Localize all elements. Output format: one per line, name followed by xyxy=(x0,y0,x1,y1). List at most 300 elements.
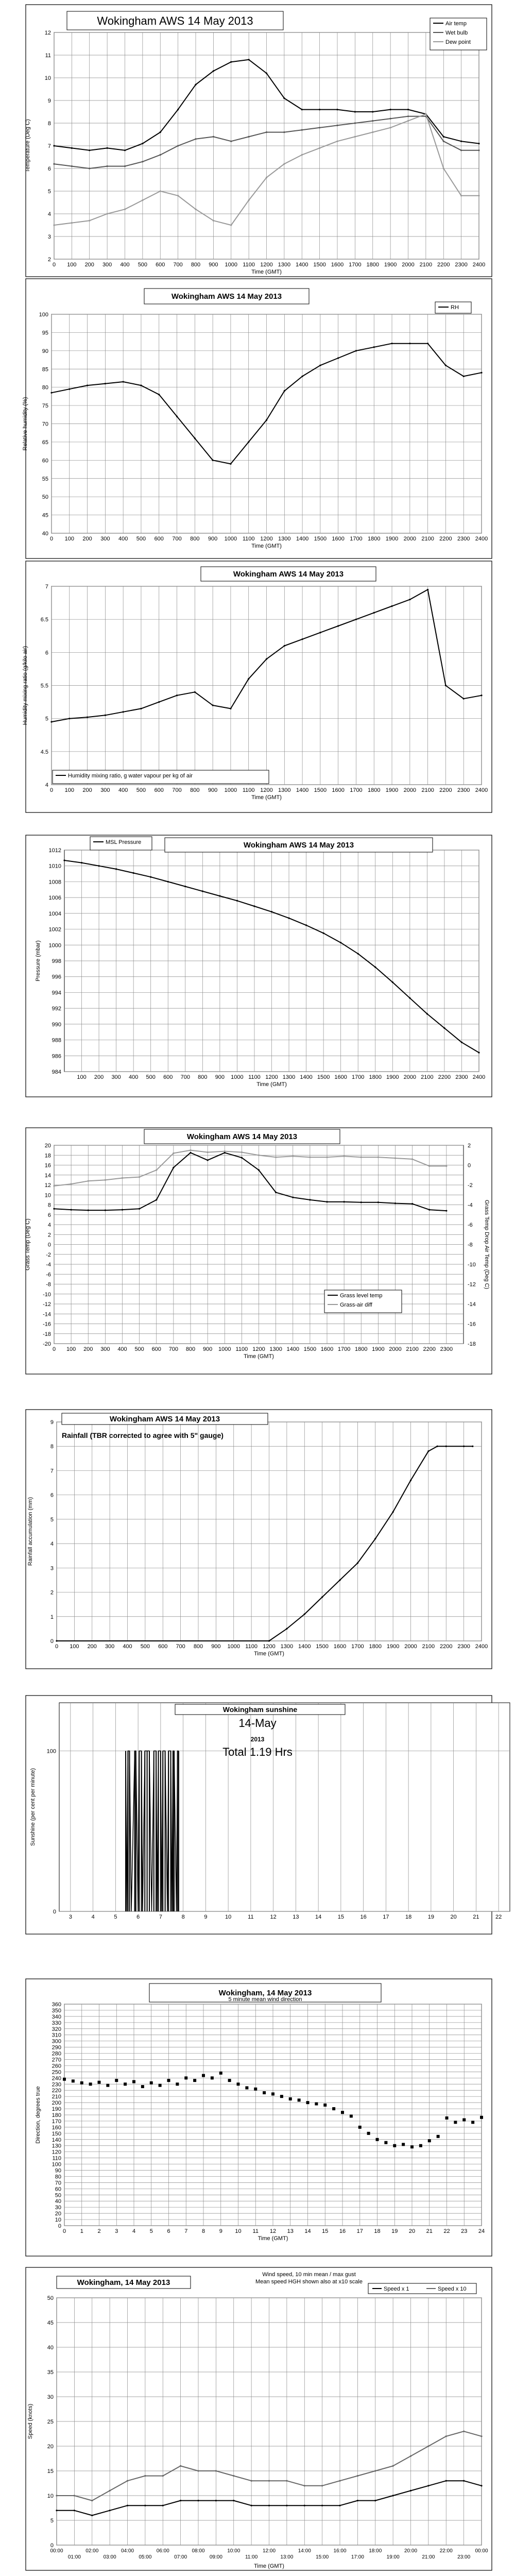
data-point xyxy=(266,658,267,660)
x-tick-label: 2 xyxy=(97,2228,101,2234)
data-point xyxy=(109,2510,111,2511)
x-tick-label: 600 xyxy=(154,536,164,542)
x-tick-label: 1700 xyxy=(349,262,362,268)
data-point xyxy=(443,1027,445,1029)
x-tick-label: 6 xyxy=(136,1914,140,1920)
data-point xyxy=(142,161,143,162)
data-point xyxy=(87,717,88,718)
data-point xyxy=(144,2505,146,2506)
chart-title: Wokingham, 14 May 2013 xyxy=(218,1989,312,1997)
chart-title: Wokingham AWS 14 May 2013 xyxy=(171,292,282,301)
y-tick-label: 50 xyxy=(47,2295,54,2301)
chart-svg-8 xyxy=(0,1978,515,2257)
y-tick-label: -14 xyxy=(43,1311,51,1318)
data-point xyxy=(280,2095,283,2098)
data-point xyxy=(184,2076,187,2079)
data-point xyxy=(319,147,320,149)
legend xyxy=(430,18,487,50)
y-tick-label: 0 xyxy=(50,1638,54,1645)
data-point xyxy=(167,881,169,883)
x-tick-label: 900 xyxy=(202,1346,213,1352)
y-tick-label: 45 xyxy=(47,2320,54,2326)
y-tick-label: 160 xyxy=(52,2124,61,2131)
y-tick-label: 15 xyxy=(47,2468,54,2475)
data-point xyxy=(354,136,356,138)
x-tick-label: 0 xyxy=(49,787,54,793)
x-tick-label: 800 xyxy=(190,787,200,793)
x-tick-label: 18 xyxy=(405,1914,412,1920)
data-point xyxy=(268,1640,270,1641)
y-tick-label: 4.5 xyxy=(40,749,48,755)
x-tick-label: 1100 xyxy=(248,1074,261,1080)
data-point xyxy=(140,385,142,386)
x-tick-label: 11:00 xyxy=(245,2554,258,2560)
y-tick-label: 996 xyxy=(52,974,61,980)
data-point xyxy=(454,2121,457,2124)
x-tick-label: 2100 xyxy=(422,1643,435,1650)
x-tick-label: 03:00 xyxy=(103,2554,116,2560)
x-tick-label: 22 xyxy=(443,2228,450,2234)
x-tick-label: 2200 xyxy=(437,262,450,268)
data-point xyxy=(336,109,338,110)
x-tick-label: 1800 xyxy=(366,262,379,268)
y-tick-label: 0 xyxy=(47,1242,51,1248)
data-point xyxy=(88,1209,89,1211)
chart-title: Wokingham AWS 14 May 2013 xyxy=(97,14,253,27)
data-point xyxy=(254,2088,257,2091)
y-tick-label: 7 xyxy=(47,143,51,149)
chart-title: Wokingham AWS 14 May 2013 xyxy=(186,1132,298,1141)
data-point xyxy=(53,1185,55,1187)
data-point xyxy=(336,125,338,126)
x-tick-label: 23:00 xyxy=(457,2554,471,2560)
data-point xyxy=(355,619,357,620)
y-tick-label: 986 xyxy=(52,1053,61,1060)
data-point xyxy=(162,2505,164,2506)
data-point xyxy=(158,701,160,703)
x-tick-label: 2300 xyxy=(440,1346,453,1352)
x-tick-label: 00:00 xyxy=(50,2548,63,2554)
x-tick-label: 6 xyxy=(167,2228,170,2234)
x-tick-label: 200 xyxy=(84,262,94,268)
x-tick-label: 16 xyxy=(339,2228,346,2234)
x-tick-label: 13 xyxy=(287,2228,294,2234)
x-tick-label: 200 xyxy=(82,536,92,542)
x-tick-label: 8 xyxy=(201,2228,205,2234)
data-point xyxy=(142,143,143,144)
data-point xyxy=(305,924,307,926)
data-point xyxy=(63,859,65,861)
x-tick-label: 2400 xyxy=(472,262,486,268)
data-point xyxy=(266,73,267,74)
x-tick-label: 2000 xyxy=(402,262,415,268)
data-point xyxy=(180,2500,181,2501)
x-tick-label: 800 xyxy=(198,1074,208,1080)
chart-subtitle: Wind speed, 10 min mean / max gust xyxy=(262,2272,356,2278)
x-tick-label: 1300 xyxy=(282,1074,296,1080)
data-point xyxy=(301,376,303,377)
data-point xyxy=(156,1170,157,1171)
chart-title: Wokingham, 14 May 2013 xyxy=(77,2278,170,2287)
data-point xyxy=(50,392,52,394)
x-tick-label: 1900 xyxy=(385,536,399,542)
data-point xyxy=(463,2480,465,2482)
data-point xyxy=(372,131,373,133)
x-tick-label: 2200 xyxy=(439,536,452,542)
data-point xyxy=(253,905,255,907)
data-point xyxy=(167,2079,170,2082)
x-tick-label: 1900 xyxy=(384,262,397,268)
data-point xyxy=(394,1157,396,1159)
x-tick-label: 500 xyxy=(134,1346,144,1352)
x-tick-label: 1300 xyxy=(280,1643,294,1650)
x-tick-label: 2300 xyxy=(457,787,470,793)
data-point xyxy=(123,711,124,713)
y-tick-label: 8 xyxy=(47,1202,51,1209)
chart-svg-9 xyxy=(0,2267,515,2571)
y-tick-label: 5.5 xyxy=(40,683,48,689)
x-tick-label: 300 xyxy=(111,1074,121,1080)
data-point xyxy=(409,599,410,600)
x-tick-label: 17 xyxy=(383,1914,389,1920)
data-point xyxy=(251,2480,252,2482)
y-tick-label: 20 xyxy=(47,2444,54,2450)
y-tick-label: 9 xyxy=(50,1419,54,1426)
data-point xyxy=(142,199,143,201)
data-point xyxy=(284,645,285,647)
data-point xyxy=(354,122,356,124)
y-tick-label: 320 xyxy=(52,2026,61,2032)
data-point xyxy=(471,2121,474,2124)
y-tick-label: 1004 xyxy=(48,910,61,917)
x-tick-label: 9 xyxy=(219,2228,222,2234)
data-point xyxy=(72,2079,75,2082)
data-point xyxy=(292,1156,294,1157)
data-point xyxy=(309,1157,311,1158)
y-tick-label: 35 xyxy=(47,2369,54,2376)
legend-label: Grass-air diff xyxy=(340,1302,372,1308)
y-tick-label: 100 xyxy=(52,2161,61,2168)
x-tick-label: 300 xyxy=(102,262,112,268)
data-point xyxy=(89,2082,92,2086)
data-point xyxy=(268,2505,270,2506)
x-tick-label: 21 xyxy=(473,1914,479,1920)
data-point xyxy=(301,638,303,640)
data-point xyxy=(340,942,341,943)
data-point xyxy=(71,147,73,149)
x-tick-label: 1200 xyxy=(260,536,273,542)
x-tick-label: 800 xyxy=(190,536,200,542)
x-tick-label: 0 xyxy=(62,2228,66,2234)
y-tick-label: 180 xyxy=(52,2112,61,2119)
y-tick-label: 994 xyxy=(52,990,61,996)
x-tick-label: 800 xyxy=(191,262,201,268)
data-point xyxy=(319,109,320,110)
legend-label: MSL Pressure xyxy=(106,839,142,845)
x-tick-label: 1400 xyxy=(296,787,309,793)
x-tick-label: 700 xyxy=(173,262,183,268)
data-point xyxy=(283,97,285,99)
x-tick-label: 22 xyxy=(495,1914,502,1920)
data-point xyxy=(445,2480,447,2482)
data-point xyxy=(357,953,359,955)
y-tick-label: 65 xyxy=(42,439,48,446)
x-tick-label: 2100 xyxy=(419,262,433,268)
data-point xyxy=(374,967,376,968)
data-point xyxy=(91,2500,93,2501)
data-point xyxy=(56,1640,57,1641)
x-tick-label: 1900 xyxy=(372,1346,385,1352)
data-point xyxy=(428,1209,430,1211)
data-point xyxy=(304,1613,305,1615)
y-tick-label: 50 xyxy=(42,494,48,501)
x-axis-label: Time (GMT) xyxy=(258,2235,288,2242)
y-tick-label: 190 xyxy=(52,2106,61,2113)
x-tick-label: 600 xyxy=(158,1643,168,1650)
data-point xyxy=(241,1157,243,1158)
data-point xyxy=(407,115,409,117)
x-axis-label: Time (GMT) xyxy=(251,794,282,801)
y-axis-label: Humidity mixing ratio (g/kilo air) xyxy=(22,646,28,725)
x-axis-label: Time (GMT) xyxy=(254,2563,284,2569)
x-tick-label: 1800 xyxy=(369,1074,382,1080)
y-tick-label: 270 xyxy=(52,2057,61,2063)
data-point xyxy=(173,1153,174,1154)
x-tick-label: 1000 xyxy=(227,1643,240,1650)
data-point xyxy=(56,2495,57,2496)
y-tick-label: 5 xyxy=(50,1516,54,1523)
data-point xyxy=(410,1480,411,1481)
data-point xyxy=(367,2132,370,2135)
data-point xyxy=(230,61,232,63)
data-point xyxy=(251,2505,252,2506)
data-point xyxy=(372,120,373,122)
data-point xyxy=(315,2103,318,2106)
x-tick-label: 2300 xyxy=(457,1643,470,1650)
x-tick-label: 600 xyxy=(151,1346,161,1352)
chart-subtitle: Rainfall (TBR corrected to agree with 5" gauge) xyxy=(62,1431,224,1439)
data-point xyxy=(445,2435,447,2437)
x-tick-label: 2300 xyxy=(457,536,470,542)
x-tick-label: 2400 xyxy=(475,536,488,542)
x-tick-label: 1800 xyxy=(368,787,381,793)
data-point xyxy=(258,1170,260,1171)
data-point xyxy=(319,365,321,366)
y-tick-label: 998 xyxy=(52,958,61,964)
x-tick-label: 3 xyxy=(68,1914,72,1920)
data-point xyxy=(360,1157,362,1158)
y2-tick-label: -4 xyxy=(468,1202,473,1209)
x-tick-label: 700 xyxy=(176,1643,185,1650)
y-axis-label: Pressure (mbar) xyxy=(35,940,41,981)
y-tick-label: 7 xyxy=(45,584,48,590)
data-point xyxy=(392,1511,394,1513)
data-point xyxy=(160,154,161,156)
chart-panel-9 xyxy=(0,2267,515,2571)
data-point xyxy=(337,625,339,626)
data-point xyxy=(197,2470,199,2471)
chart-subtitle: 5 minute mean wind direction xyxy=(228,1996,302,2003)
data-point xyxy=(177,145,179,146)
x-tick-label: 200 xyxy=(83,1346,93,1352)
x-tick-label: 2100 xyxy=(421,1074,434,1080)
y-tick-label: 340 xyxy=(52,2013,61,2020)
y-tick-label: 8 xyxy=(47,121,51,127)
data-point xyxy=(248,136,250,138)
x-tick-label: 12 xyxy=(270,1914,277,1920)
data-point xyxy=(127,2505,128,2506)
x-tick-label: 1600 xyxy=(332,536,345,542)
x-tick-label: 100 xyxy=(64,536,74,542)
x-tick-label: 23 xyxy=(461,2228,468,2234)
x-tick-label: 1800 xyxy=(355,1346,368,1352)
y-tick-label: 95 xyxy=(42,330,48,336)
y-tick-label: 0 xyxy=(58,2223,61,2229)
data-point xyxy=(98,865,99,867)
data-point xyxy=(339,1579,340,1581)
y-tick-label: -20 xyxy=(43,1341,51,1347)
data-point xyxy=(350,2114,353,2117)
data-point xyxy=(133,872,134,874)
chart-panel-6 xyxy=(0,1409,515,1669)
y-axis-label: Direction, degrees true xyxy=(35,2086,41,2144)
y-tick-label: 10 xyxy=(47,2493,54,2499)
data-point xyxy=(233,2500,234,2501)
data-point xyxy=(53,224,55,226)
data-point xyxy=(230,708,231,709)
y-tick-label: 18 xyxy=(44,1153,51,1159)
x-tick-label: 2100 xyxy=(421,536,434,542)
data-point xyxy=(248,441,249,443)
data-point xyxy=(71,1209,72,1211)
data-point xyxy=(480,2116,483,2119)
data-point xyxy=(323,933,324,934)
data-point xyxy=(122,1177,123,1179)
y-tick-label: 350 xyxy=(52,2007,61,2014)
data-point xyxy=(275,1192,277,1193)
x-tick-label: 1500 xyxy=(303,1346,317,1352)
x-tick-label: 15:00 xyxy=(316,2554,329,2560)
y-tick-label: 360 xyxy=(52,2002,61,2008)
data-point xyxy=(304,2505,305,2506)
chart-panel-2 xyxy=(0,278,515,559)
x-tick-label: 200 xyxy=(82,787,92,793)
y-tick-label: 20 xyxy=(55,2211,61,2217)
data-point xyxy=(215,2470,217,2471)
x-tick-label: 1800 xyxy=(369,1643,382,1650)
x-tick-label: 3 xyxy=(115,2228,118,2234)
y-tick-label: 992 xyxy=(52,1006,61,1012)
y-tick-label: 2 xyxy=(50,1589,54,1596)
x-tick-label: 400 xyxy=(118,536,128,542)
x-tick-label: 06:00 xyxy=(156,2548,169,2554)
y-tick-label: 90 xyxy=(55,2167,61,2174)
x-tick-label: 0 xyxy=(55,1643,59,1650)
x-axis-label: Time (GMT) xyxy=(256,1081,287,1088)
data-point xyxy=(176,2082,179,2086)
y-tick-label: -2 xyxy=(46,1251,51,1258)
data-point xyxy=(373,612,375,614)
x-axis-label: Time (GMT) xyxy=(254,1651,284,1657)
y-tick-label: 4 xyxy=(50,1541,54,1548)
data-point xyxy=(336,141,338,142)
chart-title: Wokingham AWS 14 May 2013 xyxy=(109,1415,220,1423)
data-point xyxy=(357,1562,358,1564)
x-tick-label: 1200 xyxy=(252,1346,265,1352)
data-point xyxy=(50,721,52,722)
x-tick-label: 18:00 xyxy=(369,2548,382,2554)
y-axis-label: Speed (knots) xyxy=(27,2403,33,2439)
x-tick-label: 600 xyxy=(156,262,165,268)
y-tick-label: 4 xyxy=(45,782,48,788)
data-point xyxy=(445,1210,447,1211)
data-point xyxy=(106,2084,109,2087)
chart-panel-1 xyxy=(0,4,515,277)
data-point xyxy=(461,1042,462,1043)
data-point xyxy=(390,118,391,120)
x-tick-label: 1800 xyxy=(368,536,381,542)
x-tick-label: 18 xyxy=(374,2228,381,2234)
y2-tick-label: -14 xyxy=(468,1301,476,1308)
y-tick-label: 1002 xyxy=(48,926,61,933)
data-point xyxy=(437,2135,440,2138)
x-tick-label: 700 xyxy=(172,787,182,793)
x-tick-label: 08:00 xyxy=(192,2548,205,2554)
x-tick-label: 1700 xyxy=(351,1643,364,1650)
y-tick-label: 0 xyxy=(53,1909,56,1915)
data-point xyxy=(150,2081,153,2084)
chart-panel-5 xyxy=(0,1127,515,1375)
data-point xyxy=(306,2101,310,2104)
data-point xyxy=(410,2455,411,2457)
data-point xyxy=(139,1208,140,1210)
y-tick-label: 25 xyxy=(47,2419,54,2425)
data-point xyxy=(445,2116,449,2120)
data-point xyxy=(376,2138,379,2141)
y-tick-label: 11 xyxy=(45,53,51,59)
y2-tick-label: -8 xyxy=(468,1242,473,1248)
data-point xyxy=(124,149,126,151)
x-tick-label: 04:00 xyxy=(121,2548,134,2554)
data-point xyxy=(284,390,285,392)
x-tick-label: 9 xyxy=(204,1914,208,1920)
y-tick-label: 988 xyxy=(52,1037,61,1044)
data-point xyxy=(266,419,267,421)
y-tick-label: 90 xyxy=(42,348,48,354)
data-point xyxy=(332,2107,335,2110)
y-tick-label: 290 xyxy=(52,2044,61,2051)
x-tick-label: 1600 xyxy=(334,1074,347,1080)
x-tick-label: 2400 xyxy=(472,1074,486,1080)
x-tick-label: 15 xyxy=(337,1914,344,1920)
x-tick-label: 1400 xyxy=(296,536,309,542)
x-tick-label: 2200 xyxy=(438,1074,451,1080)
data-point xyxy=(248,59,250,60)
data-point xyxy=(443,167,444,169)
data-point xyxy=(105,1209,106,1211)
data-point xyxy=(224,1152,226,1154)
data-point xyxy=(127,2480,128,2482)
data-point xyxy=(407,120,409,122)
x-tick-label: 16 xyxy=(360,1914,367,1920)
data-point xyxy=(123,381,124,382)
data-point xyxy=(228,2079,231,2082)
chart-svg-4 xyxy=(0,835,515,1097)
chart-panel-7 xyxy=(0,1695,515,1935)
y-tick-label: 85 xyxy=(42,366,48,373)
x-tick-label: 1200 xyxy=(263,1643,276,1650)
x-tick-label: 14 xyxy=(304,2228,311,2234)
